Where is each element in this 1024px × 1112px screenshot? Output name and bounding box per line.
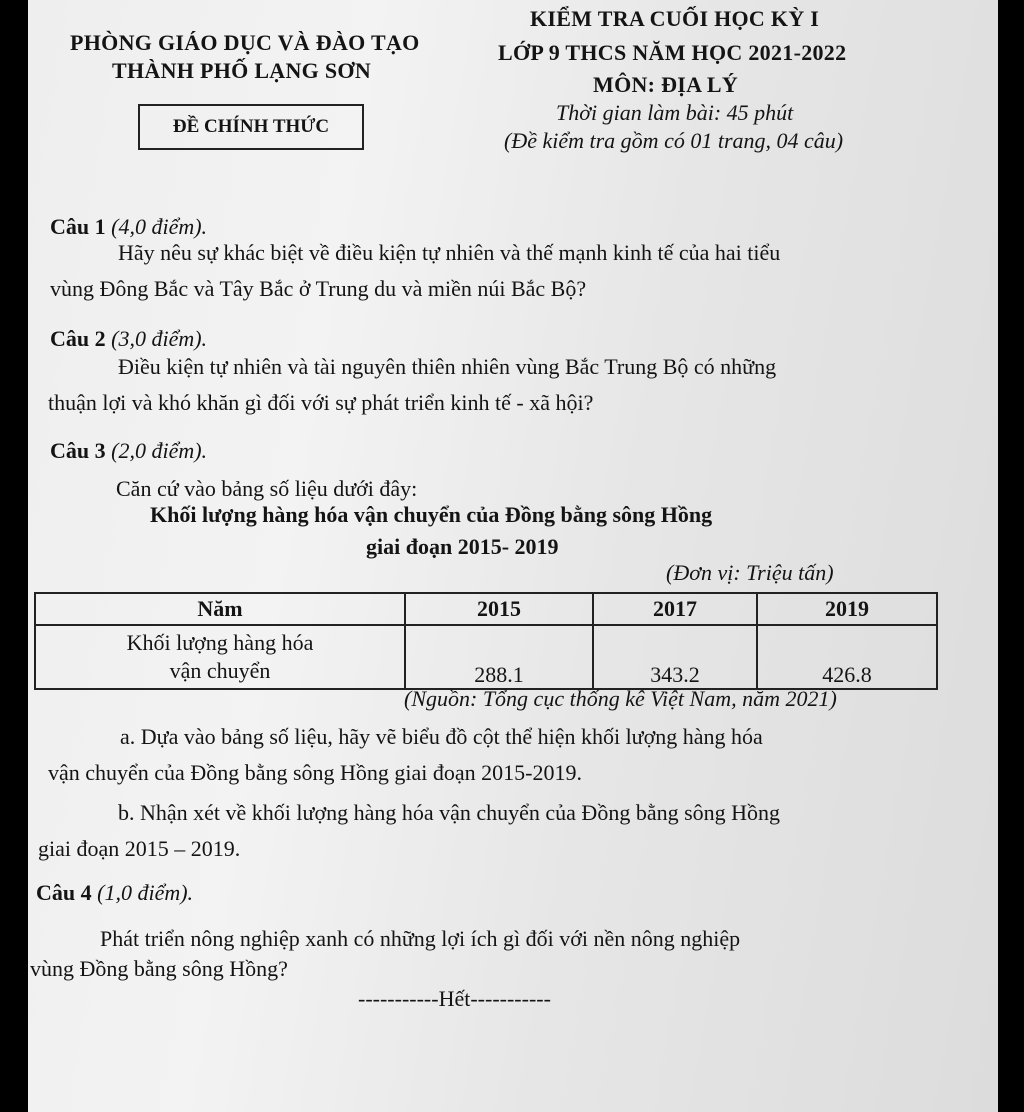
row-label-line1: Khối lượng hàng hóa [126, 630, 314, 655]
question-3b-line1: b. Nhận xét về khối lượng hàng hóa vận chuyển của Đồng bằng sông Hồng [118, 800, 781, 825]
question-4-text-line2: vùng Đồng bằng sông Hồng? [30, 956, 288, 981]
question-3-heading [50, 438, 207, 464]
row-label [35, 625, 405, 689]
question-2-title: Câu 2 [50, 326, 106, 351]
table-row [35, 625, 937, 689]
question-3b-line2: giai đoạn 2015 – 2019. [38, 836, 241, 861]
question-1-title: Câu 1 [50, 214, 106, 239]
official-label: ĐỀ CHÍNH THỨC [172, 116, 330, 137]
exam-title: KIỂM TRA CUỐI HỌC KỲ I [530, 6, 820, 31]
question-2-points: (3,0 điểm). [111, 326, 208, 351]
question-3-title: Câu 3 [50, 438, 106, 463]
question-4-title: Câu 4 [36, 880, 92, 905]
question-1-points: (4,0 điểm). [111, 214, 208, 239]
exam-note: (Đề kiểm tra gồm có 01 trang, 04 câu) [504, 128, 844, 153]
table-source: (Nguồn: Tổng cục thống kê Việt Nam, năm 2021) [404, 686, 837, 711]
question-3-intro: Căn cứ vào bảng số liệu dưới đây: [116, 476, 418, 501]
question-4-text-line1: Phát triển nông nghiệp xanh có những lợi ích gì đối với nền nông nghiệp [100, 926, 741, 951]
question-3a-line2: vận chuyển của Đồng bằng sông Hồng giai đoạn 2015-2019. [48, 760, 583, 785]
question-2-heading [50, 326, 207, 352]
city-name: THÀNH PHỐ LẠNG SƠN [112, 58, 372, 83]
value-2015: 288.1 [405, 625, 593, 689]
exam-time: Thời gian làm bài: 45 phút [556, 100, 794, 125]
question-4-points: (1,0 điểm). [97, 880, 194, 905]
official-stamp-box [138, 104, 364, 150]
table-title-line2: giai đoạn 2015- 2019 [366, 534, 559, 559]
header-2019: 2019 [757, 593, 937, 625]
table-header-row [35, 593, 937, 625]
value-2017: 343.2 [593, 625, 757, 689]
cargo-volume-table [34, 592, 938, 690]
question-3-points: (2,0 điểm). [111, 438, 208, 463]
value-2019: 426.8 [757, 625, 937, 689]
question-1-text-line1: Hãy nêu sự khác biệt về điều kiện tự nhiên và thế mạnh kinh tế của hai tiểu [118, 240, 781, 265]
question-4-heading [36, 880, 193, 906]
question-2-text-line1: Điều kiện tự nhiên và tài nguyên thiên nhiên vùng Bắc Trung Bộ có những [118, 354, 777, 379]
header-year: Năm [35, 593, 405, 625]
department-name: PHÒNG GIÁO DỤC VÀ ĐÀO TẠO [70, 30, 420, 55]
question-1-heading [50, 214, 207, 240]
table-title-line1: Khối lượng hàng hóa vận chuyển của Đồng bằng sông Hồng [150, 502, 713, 527]
subject: MÔN: ĐỊA LÝ [593, 72, 739, 97]
header-2015: 2015 [405, 593, 593, 625]
row-label-line2: vận chuyển [169, 658, 271, 683]
question-1-text-line2: vùng Đông Bắc và Tây Bắc ở Trung du và miền núi Bắc Bộ? [50, 276, 587, 301]
table-unit: (Đơn vị: Triệu tấn) [666, 560, 834, 585]
exam-paper [28, 0, 998, 1112]
header-2017: 2017 [593, 593, 757, 625]
end-marker: -----------Hết----------- [358, 986, 551, 1011]
question-2-text-line2: thuận lợi và khó khăn gì đối với sự phát triển kinh tế - xã hội? [48, 390, 594, 415]
grade-year: LỚP 9 THCS NĂM HỌC 2021-2022 [498, 40, 847, 65]
question-3a-line1: a. Dựa vào bảng số liệu, hãy vẽ biểu đồ cột thể hiện khối lượng hàng hóa [120, 724, 763, 749]
